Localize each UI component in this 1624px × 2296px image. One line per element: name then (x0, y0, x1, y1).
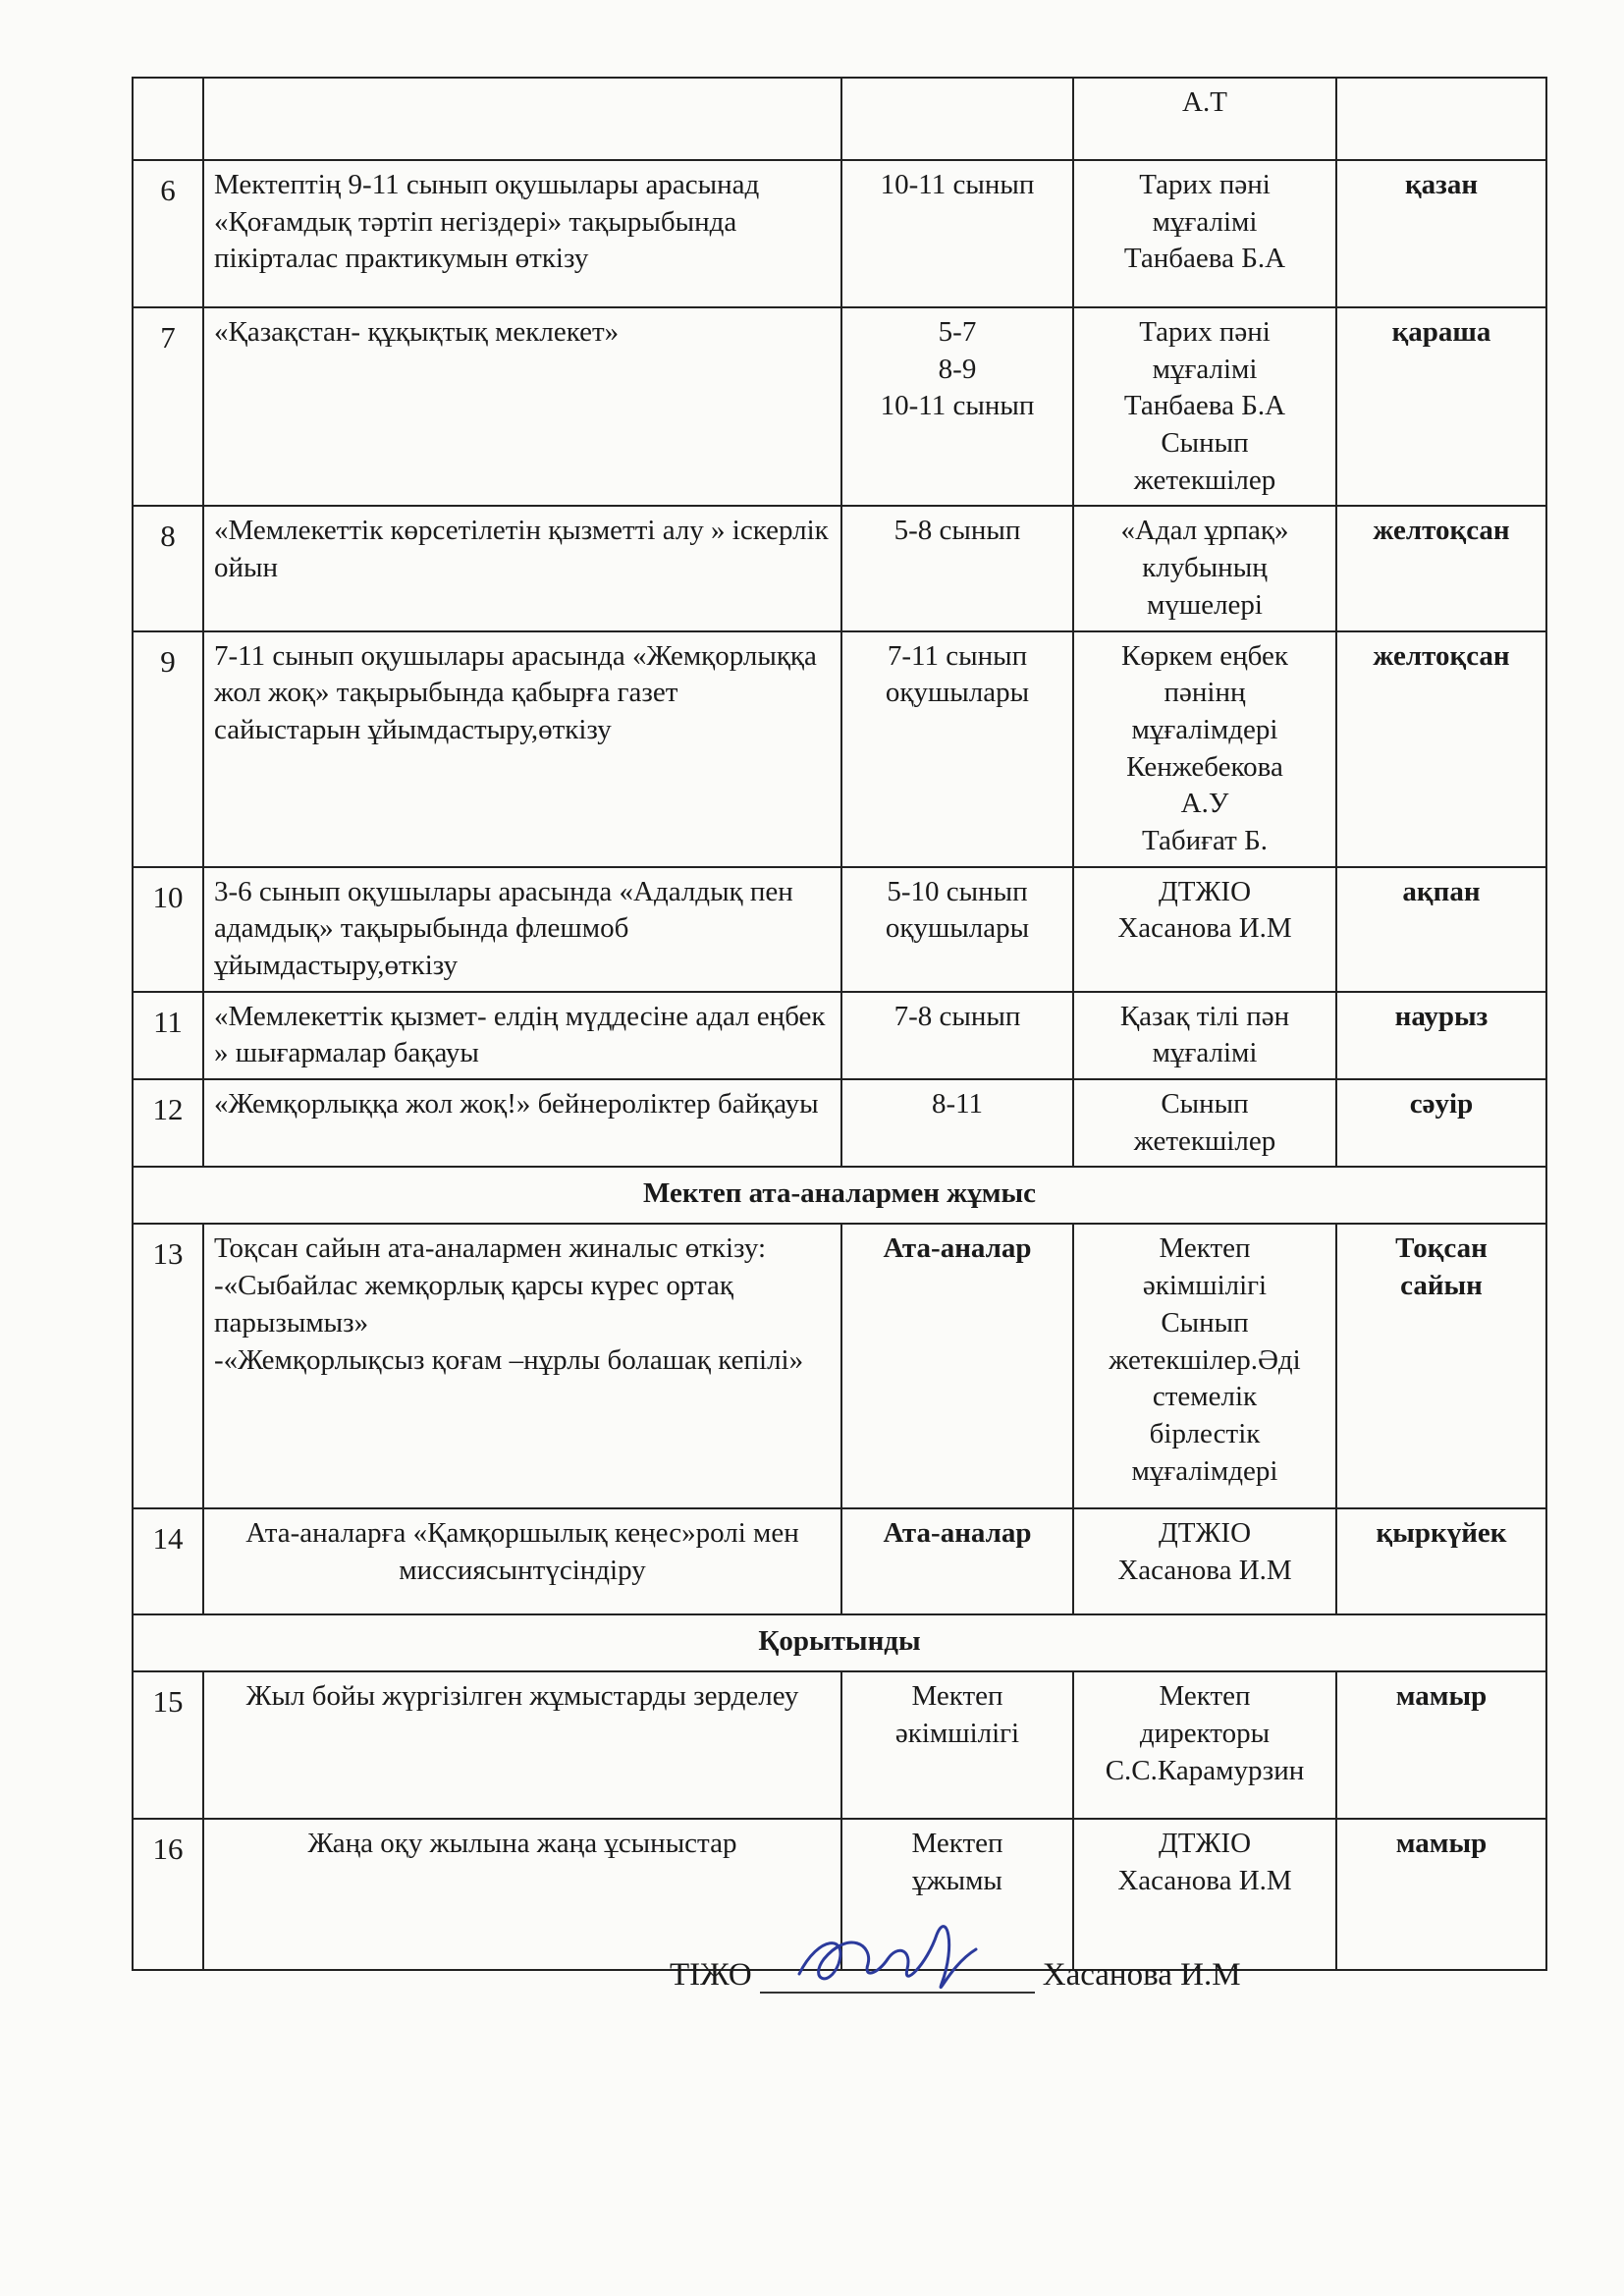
participants-cell: Мектеп әкімшілігі (841, 1671, 1073, 1819)
time-cell: ақпан (1336, 867, 1546, 992)
responsible-cell: Қазақ тілі пән мұғалімі (1073, 992, 1336, 1079)
time-cell: мамыр (1336, 1819, 1546, 1970)
table-row (133, 1079, 1546, 1167)
participants-cell: 10-11 сынып (841, 160, 1073, 307)
table-row (133, 992, 1546, 1079)
row-number: 11 (133, 992, 203, 1079)
time-cell: желтоқсан (1336, 631, 1546, 867)
participants-cell: 8-11 (841, 1079, 1073, 1167)
activity-cell: «Қазақстан- құқықтық меклекет» (203, 307, 841, 506)
section-title-summary: Қорытынды (133, 1614, 1546, 1671)
section-parents (133, 1167, 1546, 1224)
table-row (133, 307, 1546, 506)
table-row (133, 506, 1546, 630)
cell-participants (841, 78, 1073, 160)
activity-cell: Жаңа оқу жылына жаңа ұсыныстар (203, 1819, 841, 1970)
responsible-cell: ДТЖІО Хасанова И.М (1073, 1508, 1336, 1614)
row-number: 10 (133, 867, 203, 992)
row-number: 13 (133, 1224, 203, 1508)
time-cell: қараша (1336, 307, 1546, 506)
responsible-cell: «Адал ұрпақ» клубының мүшелері (1073, 506, 1336, 630)
time-cell: мамыр (1336, 1671, 1546, 1819)
participants-cell: Ата-аналар (841, 1224, 1073, 1508)
responsible-cell: Мектеп әкімшілігі Сынып жетекшілер.Әді стемелік бірлестік мұғалімдері (1073, 1224, 1336, 1508)
plan-table-body (133, 78, 1546, 160)
rows-group-b (133, 1224, 1546, 1614)
table-row (133, 1224, 1546, 1508)
time-cell: қыркүйек (1336, 1508, 1546, 1614)
row-number: 12 (133, 1079, 203, 1167)
table-row (133, 1671, 1546, 1819)
table-row (133, 1508, 1546, 1614)
plan-table (132, 77, 1547, 1971)
participants-cell: Ата-аналар (841, 1508, 1073, 1614)
participants-cell: Мектеп ұжымы (841, 1819, 1073, 1970)
participants-cell: 5-7 8-9 10-11 сынып (841, 307, 1073, 506)
row-number: 6 (133, 160, 203, 307)
activity-cell: Тоқсан сайын ата-аналармен жиналыс өткізу: -«Сыбайлас жемқорлық қарсы күрес ортақ парызымыз» -«Жемқорлықсыз қоғам –нұрлы болашақ кепілі» (203, 1224, 841, 1508)
row-number: 16 (133, 1819, 203, 1970)
responsible-cell: Тарих пәні мұғалімі Танбаева Б.А Сынып жетекшілер (1073, 307, 1336, 506)
section-title-parents: Мектеп ата-аналармен жұмыс (133, 1167, 1546, 1224)
section-row (133, 1614, 1546, 1671)
activity-cell: «Жемқорлыққа жол жоқ!» бейнероліктер байқауы (203, 1079, 841, 1167)
cell-activity (203, 78, 841, 160)
participants-cell: 7-8 сынып (841, 992, 1073, 1079)
section-row (133, 1167, 1546, 1224)
cell-time (1336, 78, 1546, 160)
activity-cell: Жыл бойы жүргізілген жұмыстарды зерделеу (203, 1671, 841, 1819)
table-row (133, 867, 1546, 992)
signer-name: Хасанова И.М (1042, 1957, 1241, 1993)
responsible-cell: Тарих пәні мұғалімі Танбаева Б.А (1073, 160, 1336, 307)
section-summary (133, 1614, 1546, 1671)
responsible-cell: Мектеп директоры С.С.Карамурзин (1073, 1671, 1336, 1819)
responsible-cell: ДТЖІО Хасанова И.М (1073, 1819, 1336, 1970)
time-cell: сәуір (1336, 1079, 1546, 1167)
table-row (133, 78, 1546, 160)
rows-group-a (133, 160, 1546, 1167)
table-row (133, 631, 1546, 867)
row-number: 8 (133, 506, 203, 630)
activity-cell: 3-6 сынып оқушылары арасында «Адалдық пен адамдық» тақырыбында флешмоб ұйымдастыру,өткізу (203, 867, 841, 992)
signer-position: ТІЖО (670, 1957, 752, 1993)
signature-line (760, 1952, 1035, 1994)
responsible-cell: Көркем еңбек пәнінң мұғалімдері Кенжебекова А.У Табиғат Б. (1073, 631, 1336, 867)
handwritten-signature (780, 1905, 996, 2003)
activity-cell: 7-11 сынып оқушылары арасында «Жемқорлыққа жол жоқ» тақырыбында қабырға газет сайыстарын ұйымдастыру,өткізу (203, 631, 841, 867)
responsible-cell: ДТЖІО Хасанова И.М (1073, 867, 1336, 992)
time-cell: наурыз (1336, 992, 1546, 1079)
activity-cell: «Мемлекеттік көрсетілетін қызметті алу » іскерлік ойын (203, 506, 841, 630)
row-number: 9 (133, 631, 203, 867)
activity-cell: Мектептің 9-11 сынып оқушылары арасынад «Қоғамдық тәртіп негіздері» тақырыбында пікірталас практикумын өткізу (203, 160, 841, 307)
activity-cell: Ата-аналарға «Қамқоршылық кеңес»ролі мен миссиясынтүсіндіру (203, 1508, 841, 1614)
responsible-cell: Сынып жетекшілер (1073, 1079, 1336, 1167)
row-number: 7 (133, 307, 203, 506)
row-number: 15 (133, 1671, 203, 1819)
row-number: 14 (133, 1508, 203, 1614)
cell-responsible: А.Т (1073, 78, 1336, 160)
participants-cell: 7-11 сынып оқушылары (841, 631, 1073, 867)
cell-num (133, 78, 203, 160)
participants-cell: 5-10 сынып оқушылары (841, 867, 1073, 992)
time-cell: қазан (1336, 160, 1546, 307)
signature-block (670, 1952, 1241, 1994)
time-cell: Тоқсан сайын (1336, 1224, 1546, 1508)
activity-cell: «Мемлекеттік қызмет- елдің мүддесіне адал еңбек » шығармалар бақауы (203, 992, 841, 1079)
table-row (133, 160, 1546, 307)
time-cell: желтоқсан (1336, 506, 1546, 630)
participants-cell: 5-8 сынып (841, 506, 1073, 630)
